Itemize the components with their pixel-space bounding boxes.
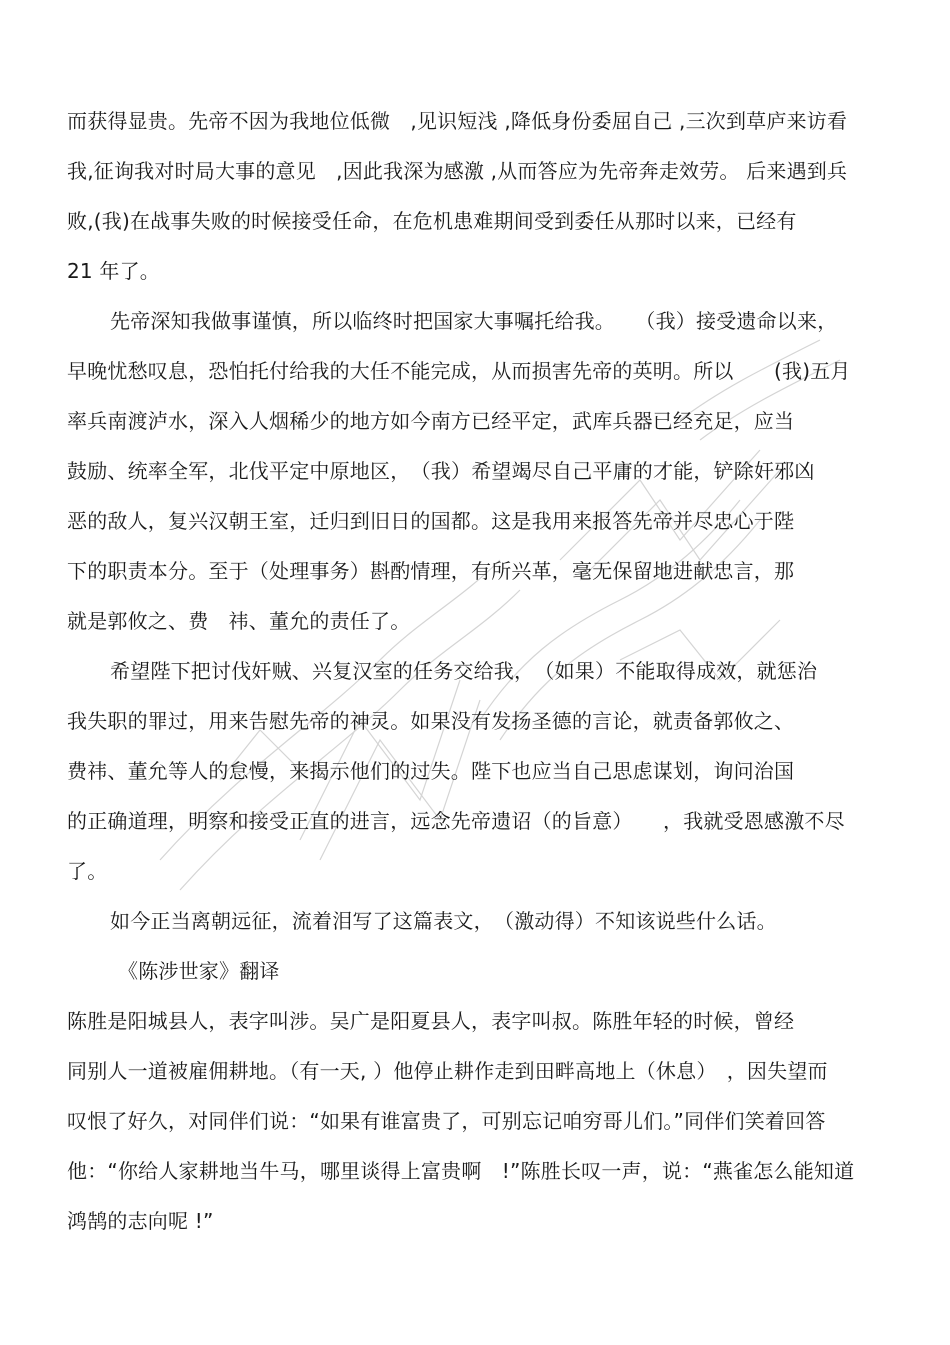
text-line: 鸿鹄的志向呢 !” [67,1209,214,1233]
text-line: 如今正当离朝远征，流着泪写了这篇表文， （激动得）不知该说些什么话。 [110,909,777,933]
text-line: 早晚忧愁叹息，恐怕托付给我的大任不能完成，从而损害先帝的英明。所以 (我)五月 [67,359,851,383]
text-line: 下的职责本分。至于（处理事务）斟酌情理，有所兴革，毫无保留地进献忠言，那 [67,559,795,583]
text-line: 费祎、董允等人的怠慢，来揭示他们的过失。陛下也应当自己思虑谋划，询问治国 [67,759,795,783]
text-line: 先帝深知我做事谨慎，所以临终时把国家大事嘱托给我。 （我）接受遗命以来， [110,309,838,333]
section-heading: 《陈涉世家》翻译 [118,959,280,983]
text-line: 陈胜是阳城县人，表字叫涉。吴广是阳夏县人，表字叫叔。陈胜年轻的时候，曾经 [67,1009,795,1033]
text-line: 希望陛下把讨伐奸贼、兴复汉室的任务交给我， （如果）不能取得成效，就惩治 [110,659,818,683]
text-line: 恶的敌人，复兴汉朝王室，迁归到旧日的国都。这是我用来报答先帝并尽忠心于陛 [67,509,795,533]
text-line: 我,征询我对时局大事的意见 ,因此我深为感激 ,从而答应为先帝奔走效劳。 后来遇到兵 [67,159,848,183]
text-line: 了。 [67,859,108,883]
text-line: 叹恨了好久，对同伴们说：“如果有谁富贵了，可别忘记咱穷哥儿们。”同伴们笑着回答 [67,1109,826,1133]
text-line: 就是郭攸之、费 祎、董允的责任了。 [67,609,411,633]
text-line: 率兵南渡泸水，深入人烟稀少的地方如今南方已经平定，武库兵器已经充足，应当 [67,409,795,433]
text-line: 鼓励、统率全军，北伐平定中原地区， （我）希望竭尽自己平庸的才能，铲除奸邪凶 [67,459,815,483]
text-line: 败,(我)在战事失败的时候接受任命，在危机患难期间受到委任从那时以来，已经有 [67,209,797,233]
text-line: 我失职的罪过，用来告慰先帝的神灵。如果没有发扬圣德的言论，就责备郭攸之、 [67,709,795,733]
text-line: 的正确道理，明察和接受正直的进言，远念先帝遗诏（的旨意） ，我就受恩感激不尽 [67,809,845,833]
text-line: 同别人一道被雇佣耕地。（有一天, ）他停止耕作走到田畔高地上（休息） ，因失望而 [67,1059,828,1083]
text-line: 21 年了。 [67,259,161,283]
text-line: 而获得显贵。先帝不因为我地位低微 ,见识短浅 ,降低身份委屈自己 ,三次到草庐来访看 [67,109,848,133]
text-line: 他：“你给人家耕地当牛马，哪里谈得上富贵啊 !”陈胜长叹一声，说：“燕雀怎么能知道 [67,1159,855,1183]
